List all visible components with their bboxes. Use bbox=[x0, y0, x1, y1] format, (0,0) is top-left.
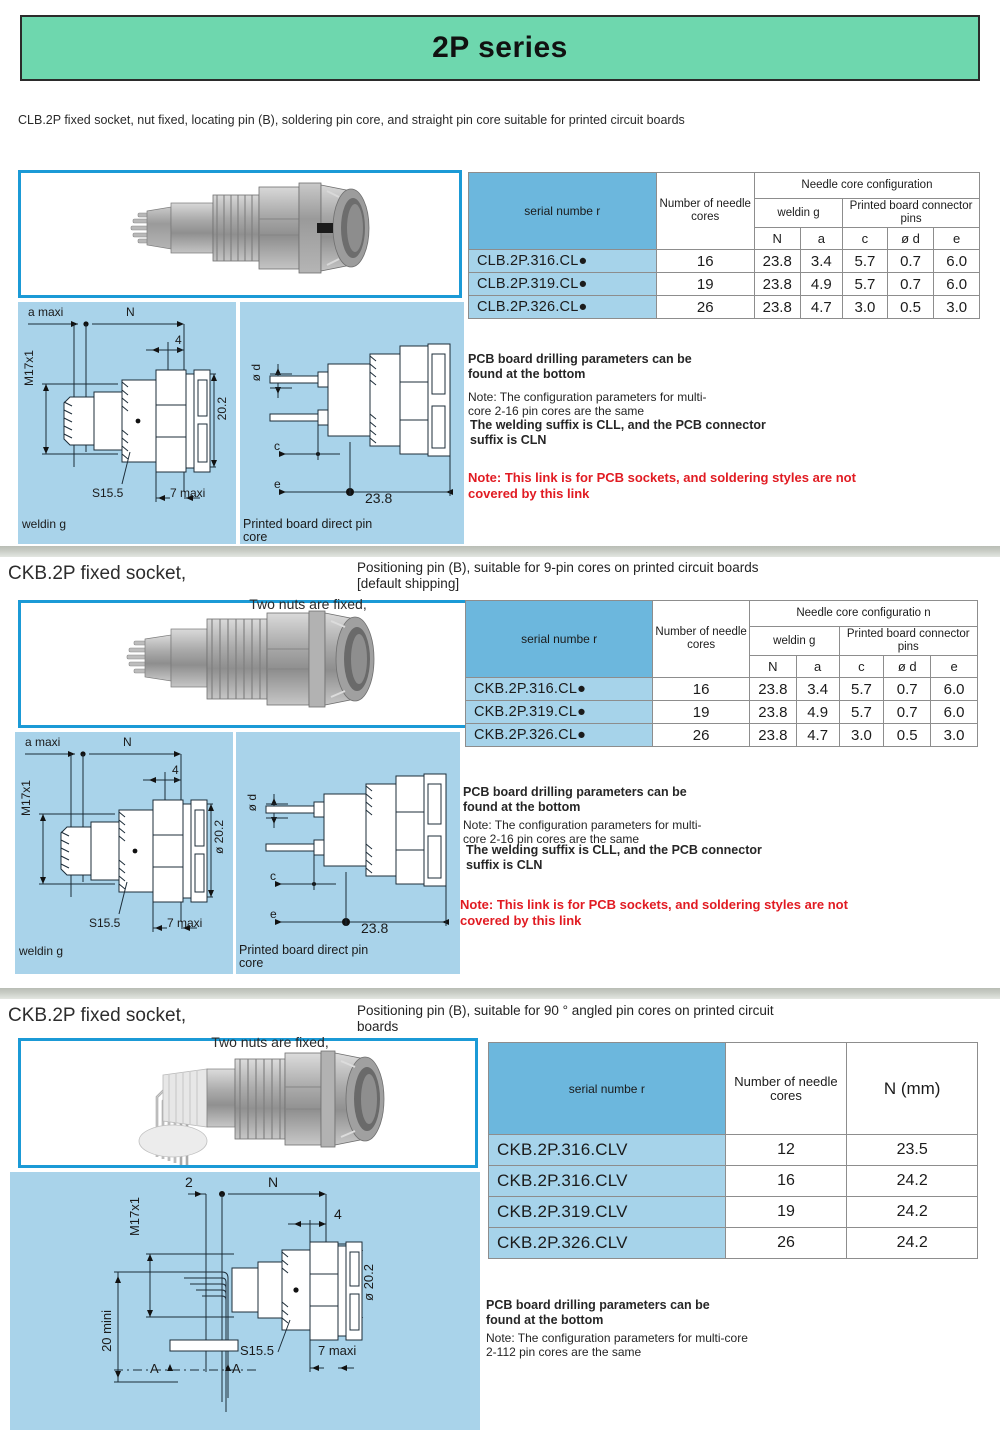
cell-a: 3.4 bbox=[800, 250, 843, 273]
caption-pcb-1: Printed board direct pin core bbox=[243, 517, 373, 544]
label-a-maxi-2: a maxi bbox=[25, 735, 61, 749]
table-row[interactable] bbox=[466, 724, 978, 747]
cell-a: 4.7 bbox=[800, 296, 843, 319]
note-config-2: Note: The configuration parameters for multi-core 2-16 pin cores are the same bbox=[463, 818, 702, 846]
label-4-1: 4 bbox=[175, 333, 182, 347]
header-col-e-2: e bbox=[931, 656, 978, 678]
drawing-panel-pcb-1 bbox=[240, 302, 464, 544]
label-section-a1-3: A bbox=[150, 1361, 159, 1376]
cell-od: 0.7 bbox=[884, 678, 931, 701]
cell-serial: CLB.2P.319.CL● bbox=[469, 273, 657, 296]
label-s155-2: S15.5 bbox=[89, 916, 121, 930]
cell-od: 0.5 bbox=[887, 296, 934, 319]
section-subheading-3: Positioning pin (B), suitable for 90 ° angled pin cores on printed circuit boards bbox=[357, 1003, 774, 1034]
cell-N: 23.8 bbox=[754, 250, 800, 273]
product-photo-panel-1 bbox=[18, 170, 462, 298]
cell-c: 5.7 bbox=[839, 701, 884, 724]
spec-table-2 bbox=[465, 600, 978, 747]
cell-N: 24.2 bbox=[847, 1228, 978, 1259]
pcb-drawing-2 bbox=[236, 732, 460, 974]
caption-pcb-2: Printed board direct pin core bbox=[239, 943, 369, 970]
header-cores-1: Number of needle cores bbox=[656, 173, 754, 250]
header-serial-2: serial numbe r bbox=[466, 601, 653, 678]
header-serial-3: serial numbe r bbox=[489, 1043, 726, 1135]
label-len-1: 23.8 bbox=[365, 490, 393, 506]
note-red-1: Note: This link is for PCB sockets, and soldering styles are not covered by this link bbox=[468, 470, 856, 501]
label-thread-2: M17x1 bbox=[19, 780, 33, 817]
cell-serial: CKB.2P.316.CLV bbox=[489, 1135, 726, 1166]
label-N-3: N bbox=[268, 1174, 279, 1190]
label-diameter-2: ø 20.2 bbox=[212, 820, 226, 855]
cell-cores: 16 bbox=[656, 250, 754, 273]
cell-serial: CLB.2P.316.CL● bbox=[469, 250, 657, 273]
header-col-a-1: a bbox=[800, 228, 843, 250]
caption-welding-2: weldin g bbox=[19, 944, 64, 958]
table-row[interactable] bbox=[489, 1197, 978, 1228]
label-N-2: N bbox=[123, 735, 132, 749]
table-header-row bbox=[466, 601, 978, 627]
photo-caption-2: Two nuts are fixed, bbox=[249, 596, 367, 612]
label-4-2: 4 bbox=[172, 763, 179, 777]
table-row[interactable] bbox=[469, 250, 980, 273]
drawing-panel-pcb-2 bbox=[236, 732, 460, 974]
cell-od: 0.7 bbox=[887, 250, 934, 273]
cell-a: 4.9 bbox=[796, 701, 839, 724]
header-welding-1: weldin g bbox=[754, 199, 842, 228]
header-cores-3: Number of needle cores bbox=[725, 1043, 847, 1135]
cell-N: 24.2 bbox=[847, 1166, 978, 1197]
cell-e: 6.0 bbox=[931, 701, 978, 724]
series-banner bbox=[20, 15, 980, 81]
cell-c: 5.7 bbox=[843, 273, 888, 296]
label-diameter-1: 20.2 bbox=[215, 397, 229, 421]
header-serial-1: serial numbe r bbox=[469, 173, 657, 250]
cell-cores: 16 bbox=[725, 1166, 847, 1197]
cell-e: 6.0 bbox=[931, 678, 978, 701]
note-suffix-2: The welding suffix is CLL, and the PCB connector suffix is CLN bbox=[466, 843, 762, 872]
label-thread-3: M17x1 bbox=[127, 1197, 142, 1237]
cell-cores: 26 bbox=[725, 1228, 847, 1259]
drawing-panel-angled-3 bbox=[10, 1172, 480, 1430]
header-welding-2: weldin g bbox=[749, 627, 839, 656]
header-N-3: N (mm) bbox=[847, 1043, 978, 1135]
intro-paragraph: CLB.2P fixed socket, nut fixed, locating pin (B), soldering pin core, and straight pin core suitable for printed circuit boards bbox=[18, 113, 685, 127]
table-row[interactable] bbox=[466, 678, 978, 701]
label-section-a2-3: A bbox=[232, 1361, 241, 1376]
cell-serial: CKB.2P.319.CLV bbox=[489, 1197, 726, 1228]
note-drilling-2: PCB board drilling parameters can be found at the bottom bbox=[463, 785, 687, 814]
header-pcb-pins-1: Printed board connector pins bbox=[843, 199, 980, 228]
cell-serial: CKB.2P.316.CL● bbox=[466, 678, 653, 701]
table-row[interactable] bbox=[489, 1228, 978, 1259]
cell-c: 3.0 bbox=[839, 724, 884, 747]
cell-serial: CKB.2P.319.CL● bbox=[466, 701, 653, 724]
cell-N: 24.2 bbox=[847, 1197, 978, 1228]
cell-N: 23.8 bbox=[754, 273, 800, 296]
cell-cores: 19 bbox=[656, 273, 754, 296]
cell-e: 3.0 bbox=[934, 296, 980, 319]
section-separator-1 bbox=[0, 546, 1000, 557]
pcb-drawing-1 bbox=[240, 302, 464, 544]
header-pcb-pins-2: Printed board connector pins bbox=[839, 627, 977, 656]
header-col-N-1: N bbox=[754, 228, 800, 250]
cell-c: 5.7 bbox=[843, 250, 888, 273]
cell-a: 4.7 bbox=[796, 724, 839, 747]
cell-cores: 16 bbox=[653, 678, 750, 701]
cell-cores: 26 bbox=[653, 724, 750, 747]
section-heading-2: CKB.2P fixed socket, bbox=[8, 563, 187, 584]
cell-cores: 19 bbox=[653, 701, 750, 724]
angled-drawing-3 bbox=[10, 1172, 480, 1430]
header-col-c-1: c bbox=[843, 228, 888, 250]
note-config-1: Note: The configuration parameters for multi-core 2-16 pin cores are the same bbox=[468, 390, 707, 418]
label-c-2: c bbox=[270, 869, 276, 883]
header-col-c-2: c bbox=[839, 656, 884, 678]
cell-cores: 12 bbox=[725, 1135, 847, 1166]
label-2-3: 2 bbox=[185, 1174, 193, 1190]
connector-photo-2 bbox=[21, 603, 465, 725]
label-c-1: c bbox=[274, 439, 280, 453]
connector-photo-3 bbox=[21, 1041, 475, 1165]
table-row[interactable] bbox=[489, 1135, 978, 1166]
label-s155-1: S15.5 bbox=[92, 486, 124, 500]
header-group-top-1: Needle core configuration bbox=[754, 173, 979, 199]
cell-od: 0.7 bbox=[887, 273, 934, 296]
connector-photo-1 bbox=[21, 173, 459, 295]
label-7maxi-1: 7 maxi bbox=[170, 486, 206, 500]
table-row[interactable] bbox=[489, 1166, 978, 1197]
label-a-maxi-1: a maxi bbox=[28, 305, 64, 319]
product-photo-panel-3 bbox=[18, 1038, 478, 1168]
cell-N: 23.8 bbox=[749, 678, 796, 701]
header-col-e-1: e bbox=[934, 228, 980, 250]
cell-serial: CKB.2P.316.CLV bbox=[489, 1166, 726, 1197]
cell-c: 5.7 bbox=[839, 678, 884, 701]
section-subheading-2: Positioning pin (B), suitable for 9-pin cores on printed circuit boards [default shipping] bbox=[357, 560, 759, 591]
label-od-1: ø d bbox=[249, 364, 263, 382]
label-4-3: 4 bbox=[334, 1206, 342, 1222]
note-drilling-3: PCB board drilling parameters can be found at the bottom bbox=[486, 1298, 710, 1327]
spec-table-3 bbox=[488, 1042, 978, 1259]
header-col-od-2: ø d bbox=[884, 656, 931, 678]
label-e-1: e bbox=[274, 477, 281, 491]
welding-drawing-1 bbox=[18, 302, 236, 544]
cell-serial: CKB.2P.326.CLV bbox=[489, 1228, 726, 1259]
label-e-2: e bbox=[270, 907, 277, 921]
label-diameter-3: ø 20.2 bbox=[361, 1264, 376, 1301]
cell-serial: CLB.2P.326.CL● bbox=[469, 296, 657, 319]
caption-welding-1: weldin g bbox=[22, 517, 67, 531]
label-7maxi-3: 7 maxi bbox=[318, 1343, 357, 1358]
photo-caption-3: Two nuts are fixed, bbox=[211, 1034, 329, 1050]
label-thread-1: M17x1 bbox=[22, 350, 36, 387]
cell-N: 23.8 bbox=[749, 724, 796, 747]
spec-table-1 bbox=[468, 172, 980, 319]
cell-N: 23.8 bbox=[749, 701, 796, 724]
cell-serial: CKB.2P.326.CL● bbox=[466, 724, 653, 747]
section-heading-3: CKB.2P fixed socket, bbox=[8, 1005, 187, 1026]
label-7maxi-2: 7 maxi bbox=[167, 916, 203, 930]
label-N-1: N bbox=[126, 305, 135, 319]
table-row[interactable] bbox=[469, 296, 980, 319]
drawing-panel-welding-1 bbox=[18, 302, 236, 544]
table-header-row bbox=[489, 1043, 978, 1135]
section-separator-2 bbox=[0, 988, 1000, 999]
label-20mini-3: 20 mini bbox=[99, 1310, 114, 1352]
header-cores-2: Number of needle cores bbox=[653, 601, 750, 678]
header-col-od-1: ø d bbox=[887, 228, 934, 250]
label-od-2: ø d bbox=[245, 794, 259, 812]
header-col-N-2: N bbox=[749, 656, 796, 678]
cell-od: 0.5 bbox=[884, 724, 931, 747]
cell-c: 3.0 bbox=[843, 296, 888, 319]
cell-e: 3.0 bbox=[931, 724, 978, 747]
drawing-panel-welding-2 bbox=[15, 732, 233, 974]
label-s155-3: S15.5 bbox=[240, 1343, 274, 1358]
series-title: 2P series bbox=[432, 31, 568, 64]
note-suffix-1: The welding suffix is CLL, and the PCB connector suffix is CLN bbox=[470, 418, 766, 447]
cell-cores: 26 bbox=[656, 296, 754, 319]
product-photo-panel-2 bbox=[18, 600, 468, 728]
cell-N: 23.8 bbox=[754, 296, 800, 319]
cell-a: 3.4 bbox=[796, 678, 839, 701]
label-len-2: 23.8 bbox=[361, 920, 389, 936]
table-row[interactable] bbox=[466, 701, 978, 724]
header-col-a-2: a bbox=[796, 656, 839, 678]
note-config-3: Note: The configuration parameters for multi-core 2-112 pin cores are the same bbox=[486, 1331, 748, 1359]
cell-cores: 19 bbox=[725, 1197, 847, 1228]
note-drilling-1: PCB board drilling parameters can be found at the bottom bbox=[468, 352, 692, 381]
cell-e: 6.0 bbox=[934, 250, 980, 273]
cell-a: 4.9 bbox=[800, 273, 843, 296]
table-header-row bbox=[469, 173, 980, 199]
cell-N: 23.5 bbox=[847, 1135, 978, 1166]
header-group-top-2: Needle core configuratio n bbox=[749, 601, 977, 627]
note-red-2: Note: This link is for PCB sockets, and soldering styles are not covered by this link bbox=[460, 897, 848, 928]
cell-e: 6.0 bbox=[934, 273, 980, 296]
welding-drawing-2 bbox=[15, 732, 233, 974]
table-row[interactable] bbox=[469, 273, 980, 296]
cell-od: 0.7 bbox=[884, 701, 931, 724]
